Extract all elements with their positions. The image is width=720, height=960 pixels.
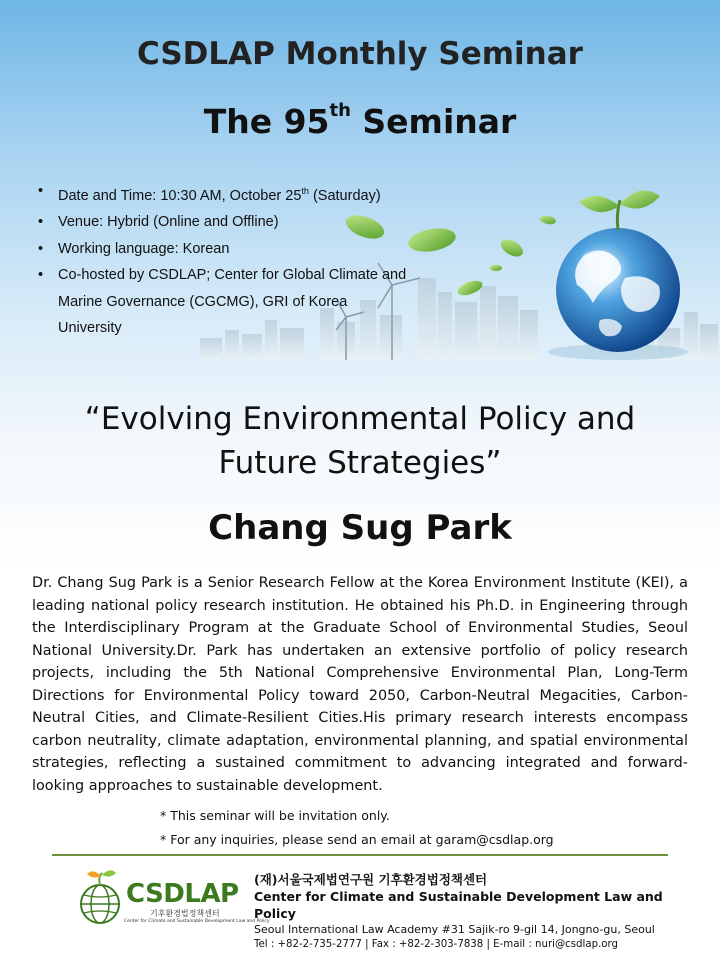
seminar-number: The 95 — [203, 102, 330, 141]
date-weekday: (Saturday) — [308, 187, 381, 204]
detail-language: • Working language: Korean — [38, 236, 438, 263]
talk-title — [0, 397, 720, 485]
date-text: Date and Time: 10:30 AM, October 25 — [58, 187, 302, 204]
org-name-english: Center for Climate and Sustainable Development Law and Policy — [254, 889, 663, 921]
footer-divider — [52, 854, 668, 856]
seminar-series-title: CSDLAP Monthly Seminar — [137, 36, 583, 72]
detail-date — [38, 178, 438, 209]
seminar-notes — [160, 804, 680, 852]
seminar-details-list — [38, 178, 438, 342]
note-inquiries: * For any inquiries, please send an email at garam@csdlap.org — [160, 832, 554, 847]
org-name-korean: (재)서울국제법연구원 기후환경법정책센터 — [254, 872, 488, 887]
date-suffix: th — [301, 186, 309, 196]
logo-subtitle-korean: 기후환경법정책센터 — [150, 909, 220, 918]
logo-subtitle-english: Center for Climate and Sustainable Development Law and Policy — [124, 919, 270, 924]
seminar-word: Seminar — [350, 102, 517, 141]
speaker-bio: Dr. Chang Sug Park is a Senior Research Fellow at the Korea Environment Institute (KEI), a leading national policy research institution. He obtained his Ph.D. in Engineering through the Interdisciplinary Program at the Graduate School of Environmental Studies, Seoul National University.Dr. Park has undertaken an extensive portfolio of policy research projects, including the 5th National Comprehensive Environmental Plan, Long-Term Directions for Environmental Policy toward 2050, Carbon-Neutral Megacities, Carbon-Neutral Cities, and Climate-Resilient Cities.His primary research interests encompass carbon neutrality, climate adaptation, environmental planning, and spatial environmental strategies, reflecting a sustained commitment to advancing integrated and forward-looking approaches to sustainable development. — [32, 575, 688, 794]
talk-title-line2: Future Strategies” — [218, 445, 502, 481]
cohost-line3: University — [58, 320, 122, 337]
cohost-line1: Co-hosted by CSDLAP; Center for Global Climate and — [58, 267, 407, 284]
organization-info — [254, 871, 674, 952]
seminar-number-suffix: th — [329, 100, 351, 121]
org-contact: Tel : +82-2-735-2777 | Fax : +82-2-303-7838 | E-mail : nuri@csdlap.org — [254, 939, 619, 950]
detail-cohost — [38, 262, 438, 342]
note-invitation-only: * This seminar will be invitation only. — [160, 808, 390, 823]
org-address: Seoul International Law Academy #31 Sajik-ro 9-gil 14, Jongno-gu, Seoul — [254, 923, 655, 936]
detail-venue: • Venue: Hybrid (Online and Offline) — [38, 209, 438, 236]
talk-title-line1: “Evolving Environmental Policy and — [84, 401, 636, 437]
logo-wordmark: CSDLAP — [126, 879, 239, 909]
speaker-name: Chang Sug Park — [208, 508, 512, 548]
seminar-number-title — [0, 102, 720, 141]
cohost-line2: Marine Governance (CGCMG), GRI of Korea — [58, 293, 348, 310]
